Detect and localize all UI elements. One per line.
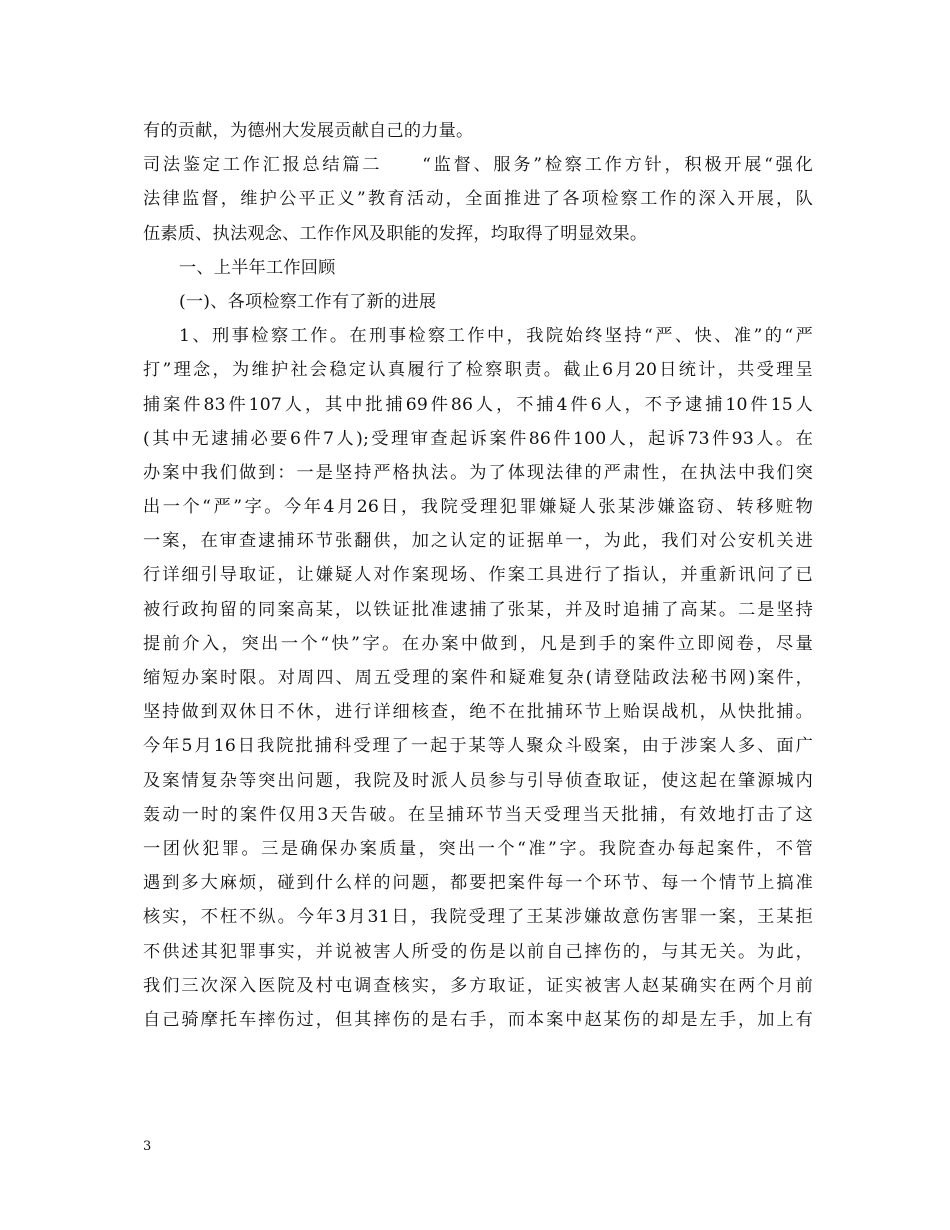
text-line: 坚持做到双休日不休，进行详细核查，绝不在批捕环节上贻误战机，从快批捕。 bbox=[143, 702, 813, 723]
text-line: 轰动一时的案件仅用3天告破。在呈捕环节当天受理当天批捕，有效地打击了这 bbox=[143, 804, 813, 825]
text-line: 一团伙犯罪。三是确保办案质量，突出一个“准”字。我院查办每起案件，不管 bbox=[143, 838, 813, 859]
text-line: 法律监督，维护公平正义”教育活动，全面推进了各项检察工作的深入开展，队 bbox=[143, 189, 813, 210]
text-line: 办案中我们做到：一是坚持严格执法。为了体现法律的严肃性，在执法中我们突 bbox=[143, 462, 813, 483]
text-line: 核实，不枉不纵。今年3月31日，我院受理了王某涉嫌故意伤害罪一案，王某拒 bbox=[143, 907, 813, 928]
text-line: 伍素质、执法观念、工作作风及职能的发挥，均取得了明显效果。 bbox=[143, 223, 648, 244]
text-line: 今年5月16日我院批捕科受理了一起于某等人聚众斗殴案，由于涉案人多、面广 bbox=[143, 736, 813, 757]
text-line: 一、上半年工作回顾 bbox=[179, 257, 336, 278]
text-line: 遇到多大麻烦，碰到什么样的问题，都要把案件每一个环节、每一个情节上搞准 bbox=[143, 873, 813, 894]
text-line: 一案，在审查逮捕环节张翻供，加之认定的证据单一，为此，我们对公安机关进 bbox=[143, 531, 813, 552]
text-line: 打”理念，为维护社会稳定认真履行了检察职责。截止6月20日统计，共受理呈 bbox=[143, 360, 813, 381]
text-line: 自己骑摩托车摔伤过，但其摔伤的是右手，而本案中赵某伤的却是左手，加上有 bbox=[143, 1009, 813, 1030]
text-line: 被行政拘留的同案高某，以铁证批准逮捕了张某，并及时追捕了高某。二是坚持 bbox=[143, 599, 813, 620]
text-line: 捕案件83件107人，其中批捕69件86人，不捕4件6人，不予逮捕10件15人 bbox=[143, 394, 813, 415]
text-line: 提前介入，突出一个“快”字。在办案中做到，凡是到手的案件立即阅卷，尽量 bbox=[143, 633, 813, 654]
text-line: 司法鉴定工作汇报总结篇二 “监督、服务”检察工作方针，积极开展“强化 bbox=[143, 155, 813, 176]
text-line: (一)、各项检察工作有了新的进展 bbox=[179, 291, 437, 312]
text-line: (其中无逮捕必要6件7人);受理审查起诉案件86件100人，起诉73件93人。在 bbox=[143, 428, 813, 449]
text-line: 不供述其犯罪事实，并说被害人所受的伤是以前自己摔伤的，与其无关。为此， bbox=[143, 941, 813, 962]
text-line: 缩短办案时限。对周四、周五受理的案件和疑难复杂(请登陆政法秘书网)案件， bbox=[143, 668, 813, 688]
text-line: 1、刑事检察工作。在刑事检察工作中，我院始终坚持“严、快、准”的“严 bbox=[179, 326, 813, 347]
page-number: 3 bbox=[143, 1139, 152, 1154]
text-line: 我们三次深入医院及村屯调查核实，多方取证，证实被害人赵某确实在两个月前 bbox=[143, 975, 813, 996]
text-line: 及案情复杂等突出问题，我院及时派人员参与引导侦查取证，使这起在肇源城内 bbox=[143, 770, 813, 791]
text-line: 出一个“严”字。今年4月26日，我院受理犯罪嫌疑人张某涉嫌盗窃、转移赃物 bbox=[143, 497, 813, 518]
document-body bbox=[143, 114, 813, 1037]
text-line: 行详细引导取证，让嫌疑人对作案现场、作案工具进行了指认，并重新讯问了已 bbox=[143, 565, 813, 586]
text-line: 有的贡献，为德州大发展贡献自己的力量。 bbox=[143, 121, 474, 141]
